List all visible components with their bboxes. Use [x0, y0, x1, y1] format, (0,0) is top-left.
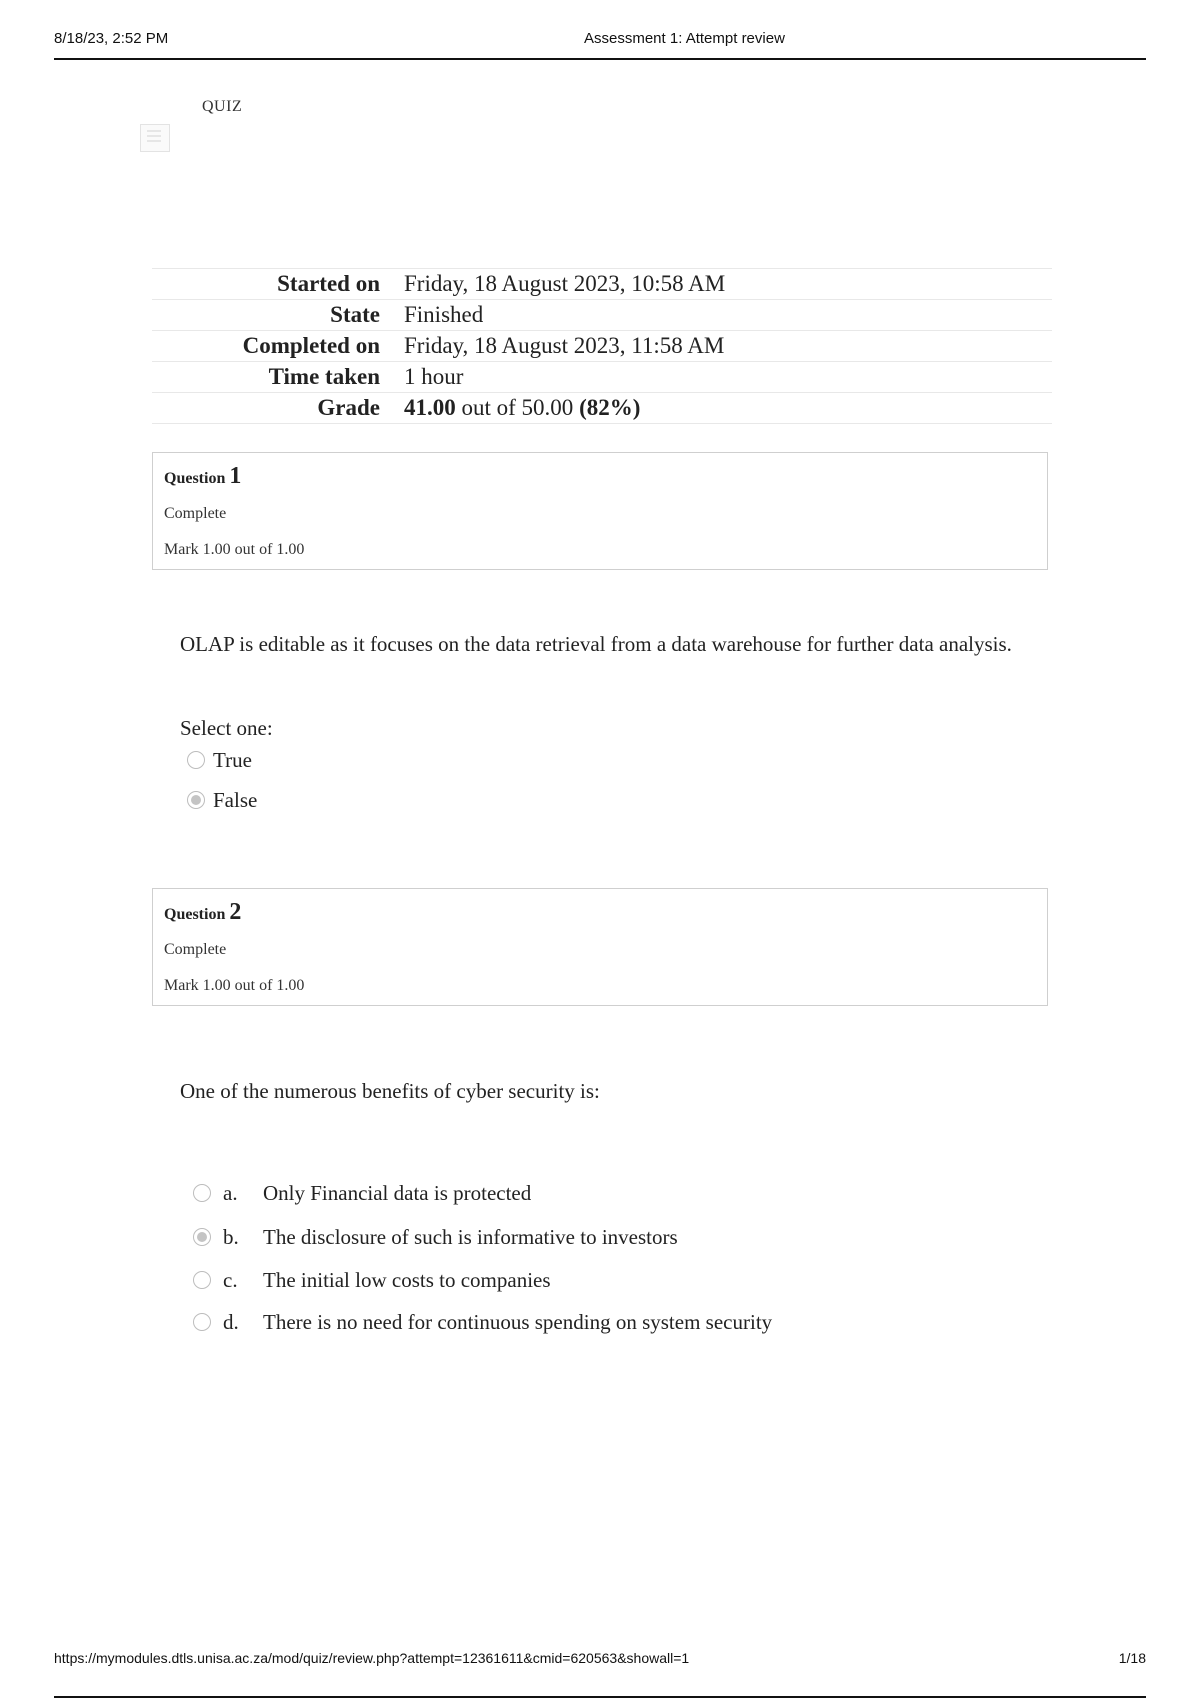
question-1-mark: Mark 1.00 out of 1.00	[164, 541, 305, 558]
quiz-label: QUIZ	[202, 98, 243, 115]
time-taken-value: 1 hour	[404, 364, 464, 389]
question-2-mark: Mark 1.00 out of 1.00	[164, 977, 305, 994]
answer-text: False	[213, 787, 258, 812]
grade-score: 41.00	[404, 395, 456, 420]
answer-letter: a.	[223, 1180, 238, 1205]
answer-b[interactable]	[193, 1222, 678, 1252]
page-number: 1/18	[1118, 1650, 1146, 1666]
summary-row-state	[152, 300, 1052, 331]
started-on-label: Started on	[277, 271, 380, 296]
state-value: Finished	[404, 302, 484, 327]
grade-value	[404, 393, 1052, 424]
grade-out-of: out of 50.00	[461, 395, 574, 420]
answer-d[interactable]	[193, 1307, 772, 1337]
answer-text: The initial low costs to companies	[263, 1267, 551, 1292]
answer-a[interactable]	[193, 1178, 531, 1208]
footer-divider	[54, 1696, 1146, 1698]
question-1-info	[152, 452, 1048, 570]
print-header	[54, 28, 1146, 60]
question-1-prompt: Select one:	[180, 716, 273, 740]
answer-text: True	[213, 747, 252, 772]
answer-text: Only Financial data is protected	[263, 1180, 532, 1205]
state-label: State	[330, 302, 380, 327]
radio-button[interactable]	[193, 1313, 211, 1331]
print-page-title: Assessment 1: Attempt review	[584, 30, 785, 47]
print-url: https://mymodules.dtls.unisa.ac.za/mod/quiz/review.php?attempt=12361611&cmid=620563&showall=1	[54, 1650, 690, 1666]
answer-letter: b.	[223, 1224, 239, 1249]
question-number: 1	[229, 463, 242, 489]
summary-row-started	[152, 269, 1052, 300]
answer-true[interactable]	[187, 745, 252, 775]
grade-label: Grade	[317, 395, 380, 420]
radio-button-selected[interactable]	[187, 791, 205, 809]
summary-row-completed	[152, 331, 1052, 362]
question-number: 2	[229, 899, 242, 925]
question-2-info	[152, 888, 1048, 1006]
time-taken-label: Time taken	[268, 364, 380, 389]
question-label: Question	[164, 470, 226, 487]
answer-text: There is no need for continuous spending on system security	[263, 1309, 773, 1334]
radio-button[interactable]	[187, 751, 205, 769]
question-1-state: Complete	[164, 505, 227, 522]
started-on-value: Friday, 18 August 2023, 10:58 AM	[404, 271, 726, 296]
radio-button-selected[interactable]	[193, 1228, 211, 1246]
summary-row-time	[152, 362, 1052, 393]
question-2-title	[164, 899, 241, 926]
answer-letter: c.	[223, 1267, 238, 1292]
print-footer	[54, 1640, 1146, 1700]
answer-text: The disclosure of such is informative to investors	[263, 1224, 678, 1249]
completed-on-label: Completed on	[242, 333, 380, 358]
radio-button[interactable]	[193, 1271, 211, 1289]
summary-row-grade	[152, 393, 1052, 424]
attempt-summary-table	[152, 268, 1052, 424]
question-2-text: One of the numerous benefits of cyber security is:	[180, 1079, 600, 1103]
question-1-text: OLAP is editable as it focuses on the data retrieval from a data warehouse for further data analysis.	[180, 632, 1012, 656]
question-2-state: Complete	[164, 941, 227, 958]
answer-c[interactable]	[193, 1265, 551, 1295]
print-datetime: 8/18/23, 2:52 PM	[54, 30, 169, 47]
grade-percent: (82%)	[579, 395, 641, 420]
question-1-title	[164, 463, 241, 490]
radio-button[interactable]	[193, 1184, 211, 1202]
answer-letter: d.	[223, 1309, 239, 1334]
quiz-logo-icon	[140, 124, 170, 152]
answer-false[interactable]	[187, 785, 257, 815]
completed-on-value: Friday, 18 August 2023, 11:58 AM	[404, 333, 725, 358]
question-label: Question	[164, 906, 226, 923]
